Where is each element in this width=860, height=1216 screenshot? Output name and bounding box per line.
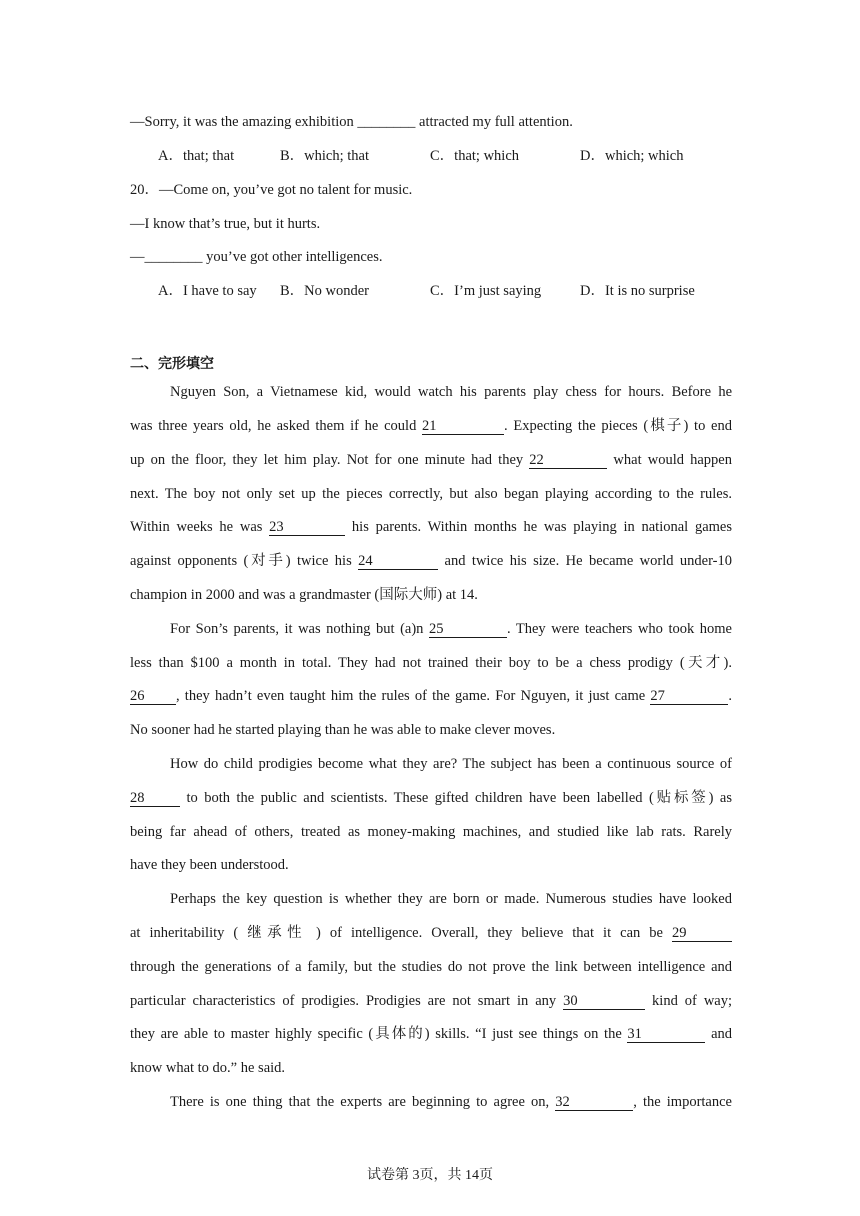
blank-30[interactable]: 30	[563, 993, 645, 1010]
blank-25[interactable]: 25	[429, 621, 507, 638]
passage-line: know what to do.” he said.	[130, 1060, 286, 1076]
passage-line: less than $100 a month in total. They had not trained their boy to be a chess prodigy (天才).	[130, 655, 732, 671]
passage-line: No sooner had he started playing than he was able to make clever moves.	[130, 722, 556, 738]
blank-31[interactable]: 31	[627, 1026, 705, 1043]
passage-line: against opponents (对手) twice his 24 and twice his size. He became world under-10	[130, 553, 732, 569]
q20-option-b[interactable]: B．No wonder	[280, 283, 370, 299]
q20-option-d[interactable]: D．It is no surprise	[580, 283, 695, 299]
passage-line: being far ahead of others, treated as money-making machines, and studied like lab rats. Rarely	[130, 824, 732, 840]
q19-option-d[interactable]: D．which; which	[580, 148, 684, 164]
blank-28[interactable]: 28	[130, 790, 180, 807]
passage-line: 26 , they hadn’t even taught him the rules of the game. For Nguyen, it just came 27 .	[130, 688, 732, 704]
passage-line: Nguyen Son, a Vietnamese kid, would watch his parents play chess for hours. Before he	[170, 384, 732, 400]
passage-line: particular characteristics of prodigies. Prodigies are not smart in any 30 kind of way;	[130, 993, 733, 1009]
q19-option-c[interactable]: C．that; which	[430, 148, 520, 164]
passage-line: at inheritability ( 继承性 ) of intelligence. Overall, they believe that it can be 29	[130, 923, 732, 943]
passage-line: Within weeks he was 23 his parents. Within months he was playing in national games	[130, 519, 732, 535]
passage-line: up on the floor, they let him play. Not for one minute had they 22 what would happen	[130, 452, 732, 468]
q19-stem: —Sorry, it was the amazing exhibition ________ attracted my full attention.	[130, 114, 573, 130]
q20-line-1: 20．—Come on, you’ve got no talent for music.	[130, 182, 413, 198]
passage-line: through the generations of a family, but the studies do not prove the link between intelligence and	[130, 959, 732, 975]
q20-line-2: —I know that’s true, but it hurts.	[130, 216, 321, 232]
blank-27[interactable]: 27	[650, 688, 728, 705]
section-heading: 二、完形填空	[130, 356, 214, 372]
page-footer: 试卷第 3页，共 14页	[367, 1168, 493, 1183]
blank-22[interactable]: 22	[529, 452, 607, 469]
passage-line: they are able to master highly specific (具体的) skills. “I just see things on the 31 and	[130, 1026, 733, 1042]
blank-26[interactable]: 26	[130, 688, 176, 705]
q20-option-a[interactable]: A．I have to say	[158, 283, 257, 299]
passage-line: For Son’s parents, it was nothing but (a)n 25 . They were teachers who took home	[170, 621, 732, 637]
passage-line: There is one thing that the experts are beginning to agree on, 32 , the importance	[170, 1094, 732, 1110]
passage-line: next. The boy not only set up the pieces correctly, but also began playing according to the rules.	[130, 486, 732, 502]
passage-line: How do child prodigies become what they are? The subject has been a continuous source of	[170, 756, 732, 772]
passage-line: Perhaps the key question is whether they are born or made. Numerous studies have looked	[170, 891, 732, 907]
blank-23[interactable]: 23	[269, 519, 345, 536]
passage-line: was three years old, he asked them if he could 21 . Expecting the pieces (棋子) to end	[130, 418, 732, 434]
passage-line: champion in 2000 and was a grandmaster (国际大师) at 14.	[130, 587, 478, 603]
passage-line: have they been understood.	[130, 857, 289, 873]
passage-line: 28 to both the public and scientists. These gifted children have been labelled (贴标签) as	[130, 790, 732, 806]
q20-line-3: —________ you’ve got other intelligences.	[130, 249, 383, 265]
blank-32[interactable]: 32	[555, 1094, 633, 1111]
q20-option-c[interactable]: C．I’m just saying	[430, 283, 542, 299]
q19-option-a[interactable]: A．that; that	[158, 148, 235, 164]
blank-21[interactable]: 21	[422, 418, 504, 435]
blank-24[interactable]: 24	[358, 553, 438, 570]
q19-option-b[interactable]: B．which; that	[280, 148, 370, 164]
blank-29[interactable]: 29	[672, 925, 732, 942]
